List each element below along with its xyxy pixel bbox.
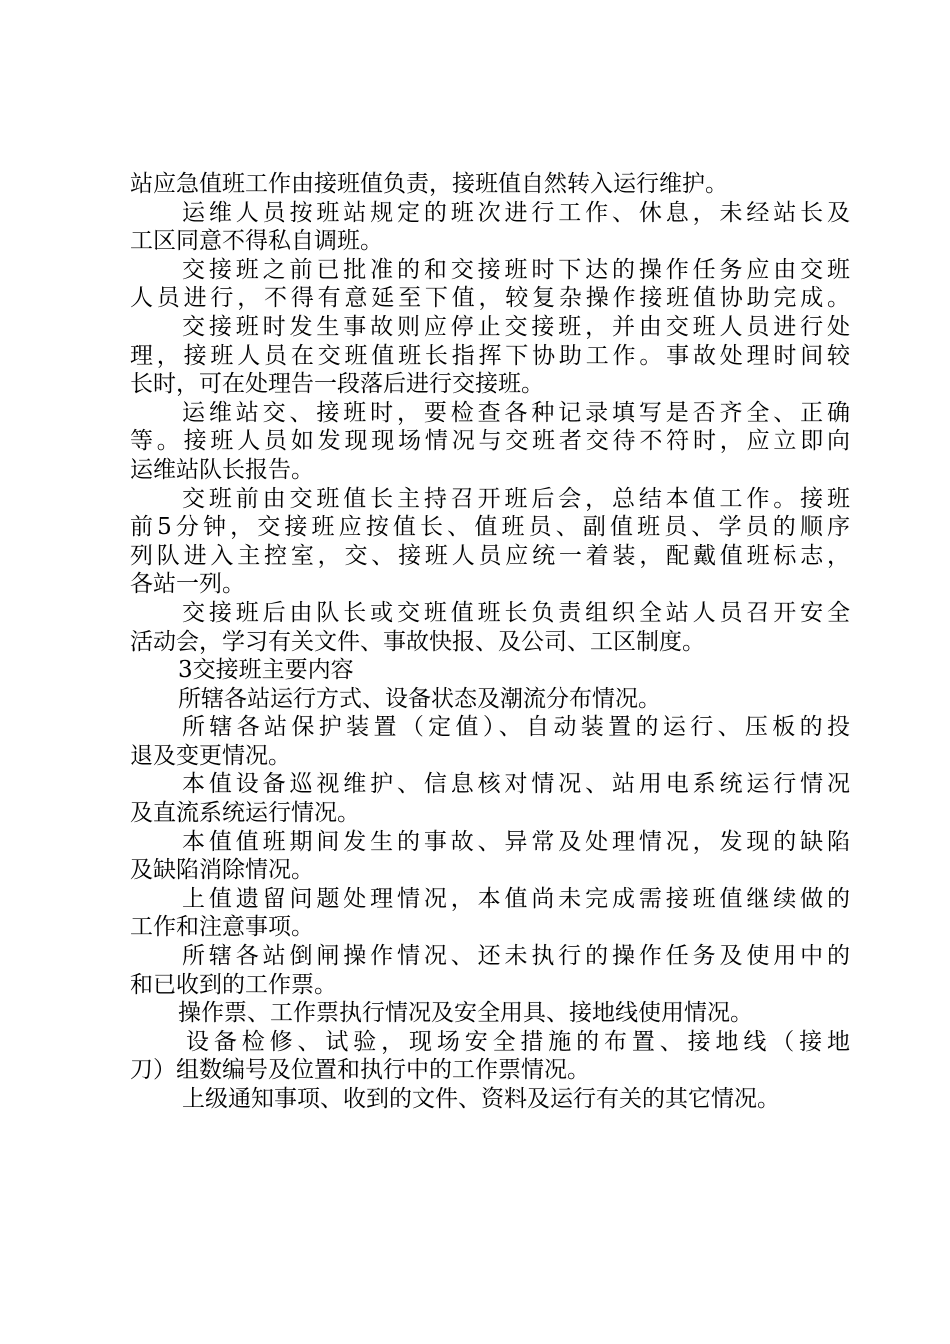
text-line: 退及变更情况。	[130, 742, 291, 769]
text-line: 长时，可在处理告一段落后进行交接班。	[130, 371, 544, 398]
text-line: 本值值班期间发生的事故、异常及处理情况，发现的缺陷	[182, 828, 850, 855]
text-line: 交接班之前已批准的和交接班时下达的操作任务应由交班	[182, 256, 850, 283]
text-line: 交班前由交班值长主持召开班后会，总结本值工作。接班	[182, 485, 850, 512]
text-line: 人员进行，不得有意延至下值，较复杂操作接班值协助完成。	[130, 285, 850, 312]
text-line: 和已收到的工作票。	[130, 971, 337, 998]
text-line: 操作票、工作票执行情况及安全用具、接地线使用情况。	[178, 1000, 753, 1027]
text-line: 刀）组数编号及位置和执行中的工作票情况。	[130, 1057, 590, 1084]
text-line: 列队进入主控室，交、接班人员应统一着装，配戴值班标志，	[130, 542, 850, 569]
text-line: 各站一列。	[130, 571, 245, 598]
text-line: 活动会，学习有关文件、事故快报、及公司、工区制度。	[130, 628, 705, 655]
text-line: 运维站队长报告。	[130, 456, 314, 483]
text-line: 上级通知事项、收到的文件、资料及运行有关的其它情况。	[182, 1086, 780, 1112]
text-line: 及缺陷消除情况。	[130, 857, 314, 884]
text-line: 站应急值班工作由接班值负责，接班值自然转入运行维护。	[130, 171, 728, 197]
text-line: 所辖各站运行方式、设备状态及潮流分布情况。	[178, 685, 661, 712]
text-line: 所辖各站倒闸操作情况、还未执行的操作任务及使用中的	[182, 943, 850, 970]
document-body	[130, 170, 850, 1114]
text-line: 运维人员按班站规定的班次进行工作、休息，未经站长及	[182, 199, 850, 226]
text-line: 理，接班人员在交班值班长指挥下协助工作。事故处理时间较	[130, 342, 850, 369]
text-line: 所辖各站保护装置（定值）、自动装置的运行、压板的投	[182, 714, 850, 741]
text-line: 前5分钟，交接班应按值长、值班员、副值班员、学员的顺序	[130, 514, 850, 541]
text-line: 等。接班人员如发现现场情况与交班者交待不符时，应立即向	[130, 428, 850, 455]
text-line: 工作和注意事项。	[130, 914, 314, 941]
text-line: 工区同意不得私自调班。	[130, 228, 383, 255]
text-line: 上值遗留问题处理情况，本值尚未完成需接班值继续做的	[182, 885, 850, 912]
text-line: 设备检修、试验，现场安全措施的布置、接地线（接地	[186, 1028, 850, 1055]
section-heading: 3交接班主要内容	[178, 657, 354, 684]
text-line: 交接班后由队长或交班值班长负责组织全站人员召开安全	[182, 599, 850, 626]
text-line: 交接班时发生事故则应停止交接班，并由交班人员进行处	[182, 313, 850, 340]
text-line: 本值设备巡视维护、信息核对情况、站用电系统运行情况	[182, 771, 850, 798]
text-line: 及直流系统运行情况。	[130, 800, 360, 827]
text-line: 运维站交、接班时，要检查各种记录填写是否齐全、正确	[182, 399, 850, 426]
